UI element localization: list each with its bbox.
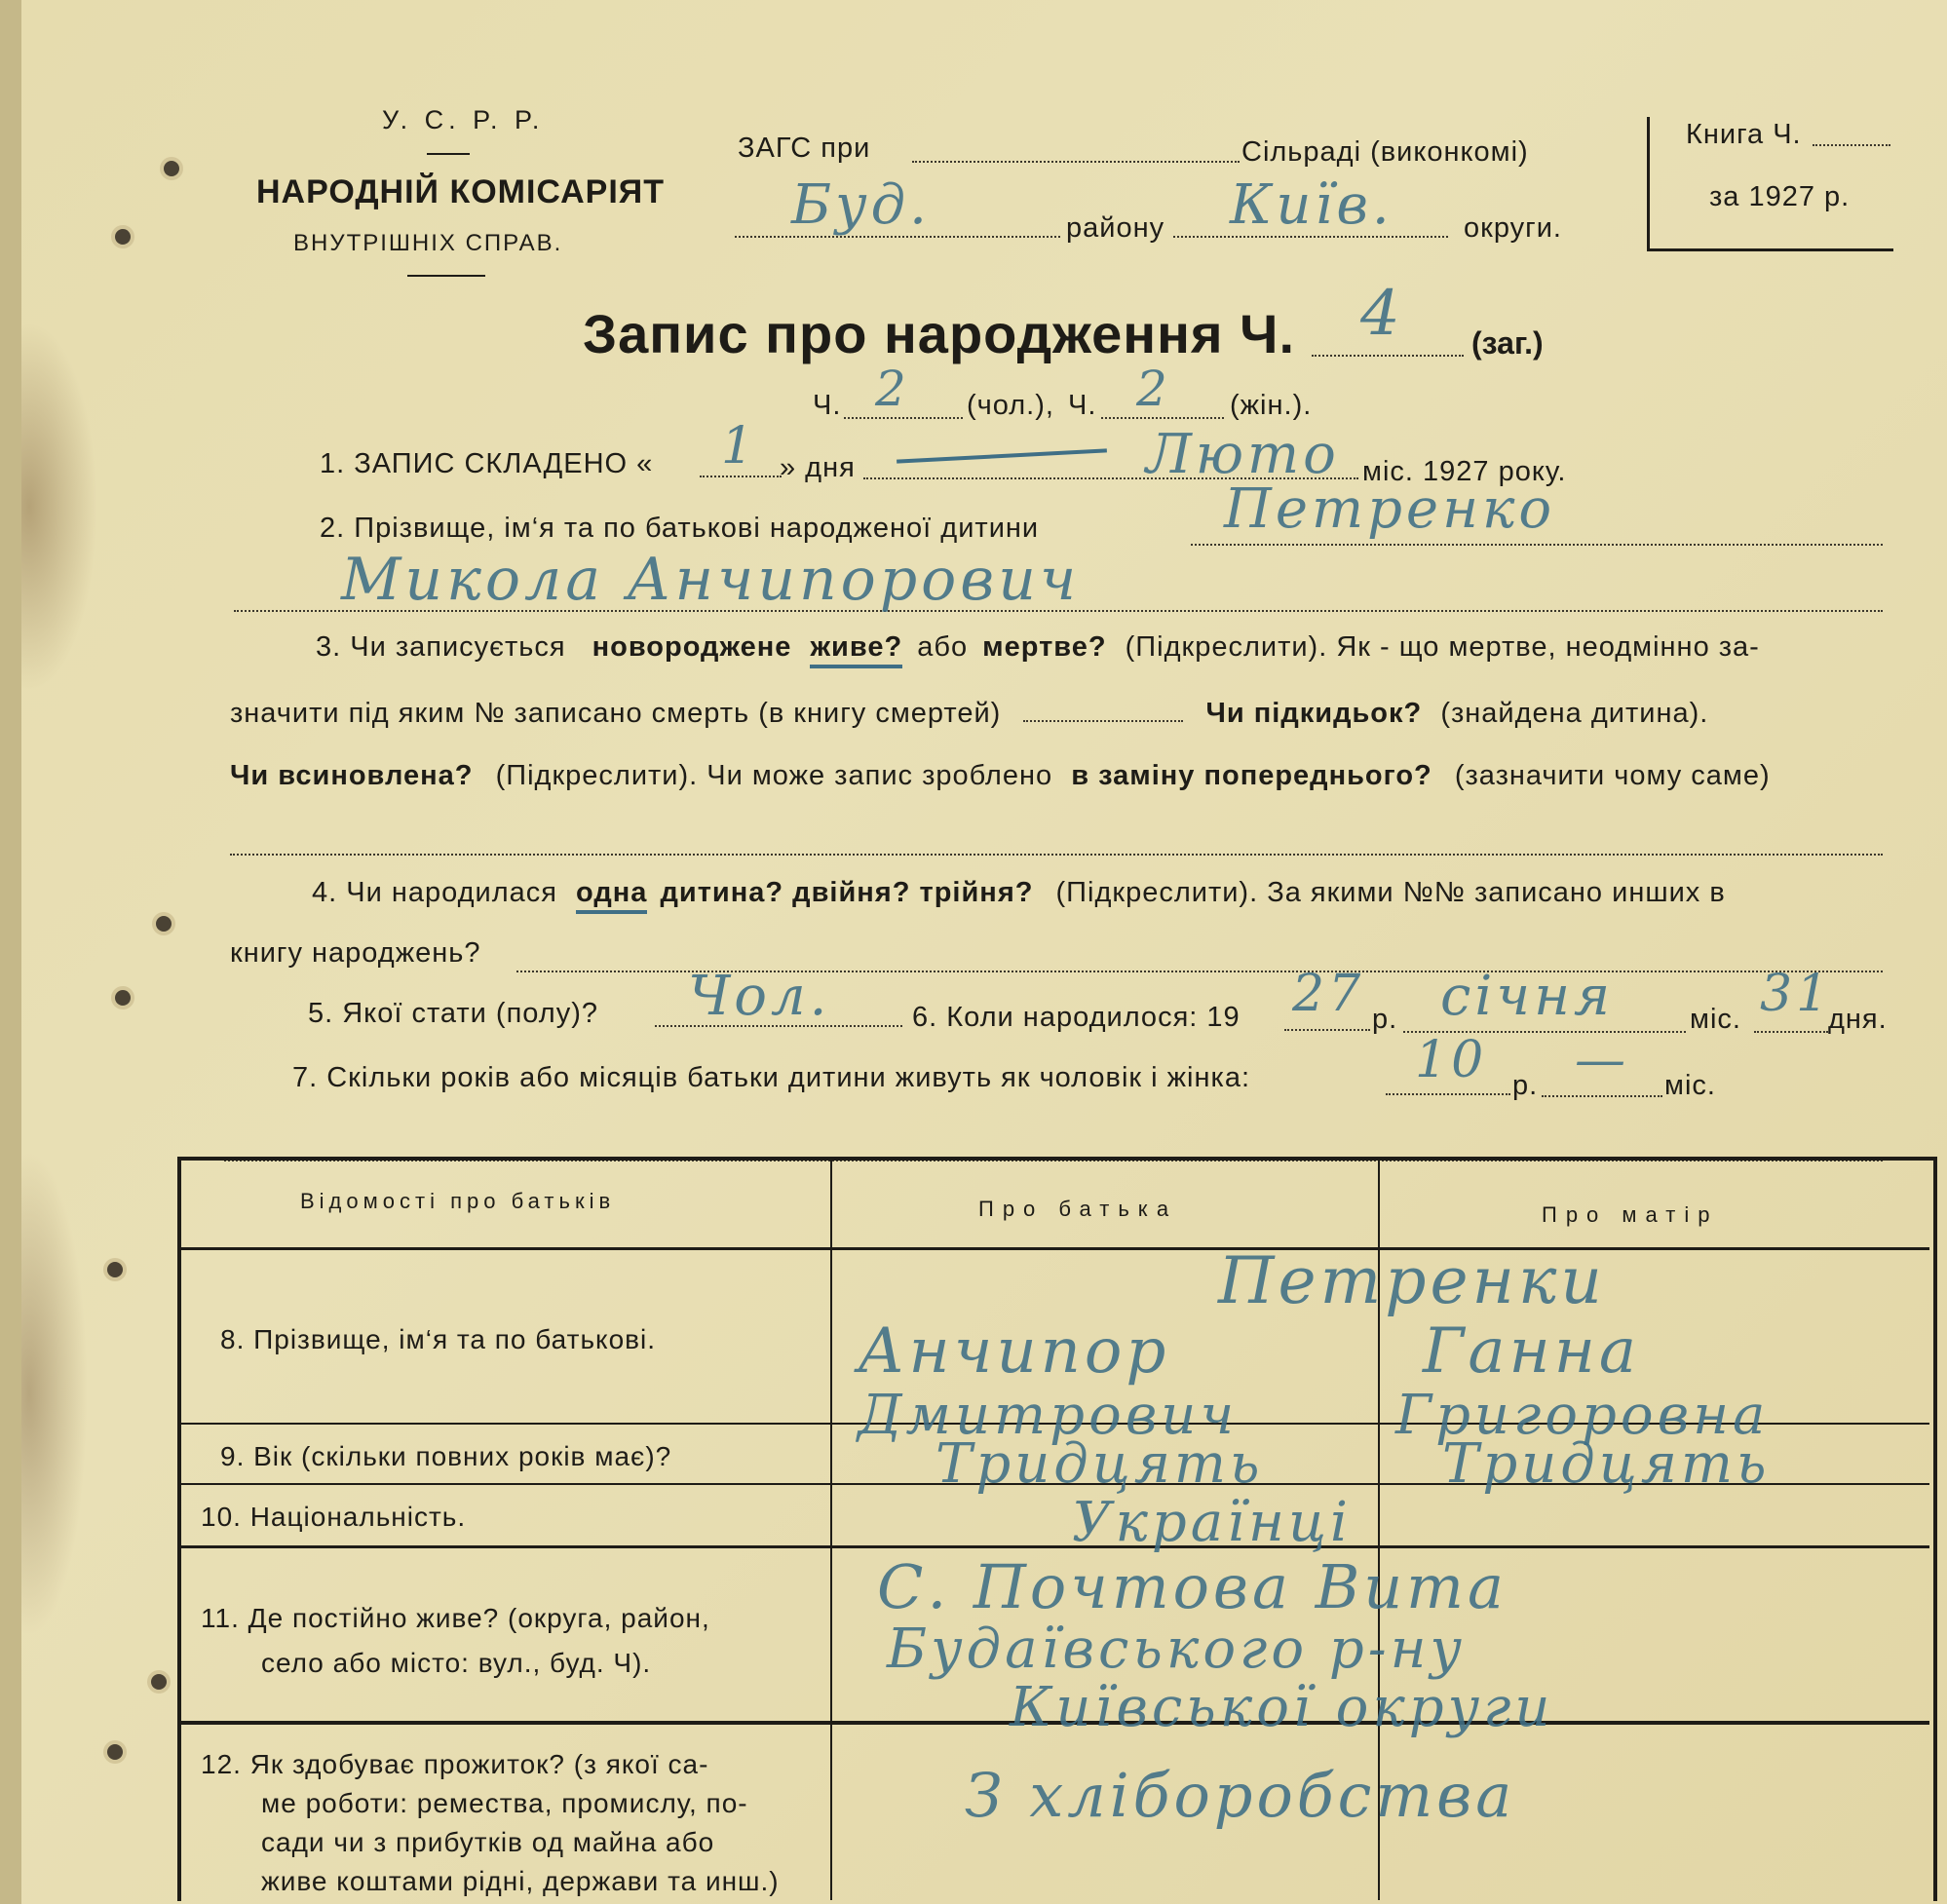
handwritten-address-1: С. Почтова Вита [877, 1551, 1508, 1622]
item3-l: (зазначити чому саме) [1454, 760, 1771, 791]
item6-label: 6. Коли народилося: 19 [912, 1002, 1241, 1033]
item3-f: значити під яким № записано смерть (в книгу смертей) [230, 698, 1002, 729]
item6-mis: міс. [1690, 1004, 1741, 1035]
table-header-father: Про батька [978, 1197, 1178, 1221]
row10-label: 10. Національність. [201, 1502, 467, 1532]
handwritten-district: Буд. [791, 173, 931, 237]
row9-label: 9. Вік (скільки повних років має)? [220, 1441, 672, 1471]
item3-adopted: Чи всиновлена? [230, 760, 474, 791]
male-label: (чол.), [967, 390, 1054, 421]
item3-h: (знайдена дитина). [1440, 698, 1709, 729]
item4-c: дитина? двійня? трійня? [660, 877, 1034, 908]
binder-hole [115, 990, 131, 1006]
item7-mis: міс. [1664, 1070, 1716, 1101]
item1-day-field [700, 476, 782, 477]
item3-death-field [1023, 720, 1183, 722]
item5-label: 5. Якої стати (полу)? [308, 998, 598, 1029]
item7-months-field [1542, 1095, 1662, 1097]
table-row-divider [181, 1545, 1929, 1548]
handwritten-occupation: З хліборобства [965, 1760, 1516, 1831]
handwritten-birth-year: 27 [1292, 965, 1365, 1023]
book-field [1813, 144, 1890, 146]
handwritten-child-name: Микола Анчипорович [341, 546, 1081, 614]
handwritten-birth-day: 31 [1760, 965, 1833, 1023]
handwritten-male-number: 2 [875, 361, 910, 417]
item4-line1 [312, 877, 1726, 909]
item3-line1 [316, 631, 1760, 664]
binder-hole [107, 1744, 123, 1760]
item6-r: р. [1372, 1004, 1398, 1035]
record-number-field [1312, 355, 1464, 357]
item3-foundling: Чи підкидьок? [1205, 698, 1423, 729]
binder-hole [151, 1674, 167, 1690]
item6-day-field [1754, 1031, 1828, 1033]
handwritten-parents-surname: Петренки [1218, 1243, 1606, 1318]
book-label: Книга Ч. [1686, 119, 1802, 150]
item7-years-field [1386, 1093, 1510, 1095]
item3-line2 [230, 698, 1708, 730]
zags-label: ЗАГС при [738, 133, 871, 164]
row8-label: 8. Прізвище, ім‘я та по батькові. [220, 1324, 657, 1354]
handwritten-address-2: Будаївського р-ну [887, 1618, 1466, 1681]
item4-e: книгу народжень? [230, 937, 481, 969]
binder-hole [107, 1262, 123, 1277]
council-label: Сільраді (виконкомі) [1241, 136, 1529, 168]
item3-e: (Підкреслити). Як - що мертве, неодмінно за- [1125, 631, 1760, 663]
male-number-field [844, 417, 963, 419]
item4-single: одна [576, 877, 647, 914]
item3-dead: мертве? [982, 631, 1107, 663]
item1-mid: » дня [780, 452, 856, 483]
item7-label: 7. Скільки років або місяців батьки дитини живуть як чоловік і жінка: [292, 1062, 1251, 1093]
form-title: Запис про народження Ч. [583, 303, 1296, 364]
handwritten-sex: Чол. [688, 965, 831, 1028]
item2-label: 2. Прізвище, ім‘я та по батькові народженої дитини [320, 513, 1040, 544]
row12-label-3: сади чи з прибутків од майна або [261, 1827, 715, 1857]
district-label: району [1066, 212, 1165, 244]
item6-year-field [1284, 1029, 1370, 1031]
item1-end: міс. 1927 року. [1362, 456, 1567, 487]
row11-label-2: село або місто: вул., буд. Ч). [261, 1648, 652, 1678]
female-number-label: Ч. [1068, 390, 1097, 421]
item4-d: (Підкреслити). За якими №№ записано инших в [1055, 877, 1726, 908]
table-row-divider [181, 1247, 1929, 1250]
binder-hole [164, 161, 179, 176]
row12-label-4: живе коштами рідні, держави та инш.) [261, 1866, 780, 1896]
handwritten-father-name: Анчипор [858, 1315, 1170, 1388]
item3-alive: живе? [810, 631, 902, 668]
handwritten-day: 1 [721, 417, 758, 476]
male-number-label: Ч. [813, 390, 842, 421]
handwritten-okrug: Київ. [1230, 173, 1393, 237]
okrug-label: округи. [1464, 212, 1562, 244]
left-page-edge [0, 0, 21, 1904]
handwritten-father-age: Тридцять [935, 1432, 1264, 1496]
handwritten-mother-patronymic: Григоровна [1395, 1384, 1770, 1447]
female-number-field [1101, 417, 1224, 419]
table-col-divider [830, 1160, 832, 1900]
item3-or: або [917, 631, 969, 663]
handwritten-month: Люто [1146, 423, 1340, 486]
table-header-mother: Про матір [1542, 1202, 1719, 1227]
female-label: (жін.). [1230, 390, 1313, 421]
binder-hole [156, 916, 172, 932]
header-rule [427, 153, 470, 155]
binder-hole [115, 229, 131, 245]
handwritten-months-together: — [1575, 1031, 1629, 1089]
handwritten-birth-month: січня [1440, 965, 1615, 1028]
item7-r: р. [1512, 1070, 1539, 1101]
row12-label-1: 12. Як здобуває прожиток? (з якої са- [201, 1749, 709, 1779]
row12-label-2: ме роботи: ремества, промислу, по- [261, 1788, 748, 1818]
item2-field-1 [1191, 544, 1883, 546]
row11-label-1: 11. Де постійно живе? (округа, район, [201, 1603, 710, 1633]
handwritten-female-number: 2 [1136, 361, 1171, 417]
item3-replacement: в заміну попереднього? [1071, 760, 1432, 791]
handwritten-child-surname: Петренко [1224, 477, 1556, 541]
header-commissariat: НАРОДНІЙ КОМІСАРІЯТ [256, 173, 665, 210]
item3-j: (Підкреслити). Чи може запис зроблено [495, 760, 1053, 791]
handwritten-mother-age: Тридцять [1442, 1432, 1771, 1496]
header-rule [407, 275, 485, 277]
struck-out-word [897, 448, 1107, 463]
item3-a: 3. Чи записується [316, 631, 566, 663]
handwritten-nationality: Українці [1072, 1491, 1352, 1554]
handwritten-mother-name: Ганна [1423, 1315, 1640, 1388]
header-department: ВНУТРІШНІХ СПРАВ. [293, 230, 563, 256]
item3-reason-field [230, 854, 1883, 856]
item1-label: 1. ЗАПИС СКЛАДЕНО « [320, 448, 654, 479]
header-republic: У. С. Р. Р. [382, 105, 545, 134]
general-label: (заг.) [1471, 325, 1544, 361]
handwritten-father-patronymic: Дмитрович [858, 1384, 1239, 1447]
item6-dnia: дня. [1828, 1004, 1888, 1035]
book-year: за 1927 р. [1709, 181, 1851, 212]
item3-newborn: новороджене [592, 631, 792, 663]
item3-line3 [230, 760, 1771, 792]
handwritten-address-3: Київської округи [1010, 1676, 1554, 1739]
table-header-info: Відомості про батьків [300, 1189, 616, 1213]
handwritten-record-number: 4 [1360, 278, 1404, 350]
handwritten-years-together: 10 [1415, 1031, 1488, 1089]
council-field [912, 161, 1240, 163]
item4-a: 4. Чи народилася [312, 877, 557, 908]
